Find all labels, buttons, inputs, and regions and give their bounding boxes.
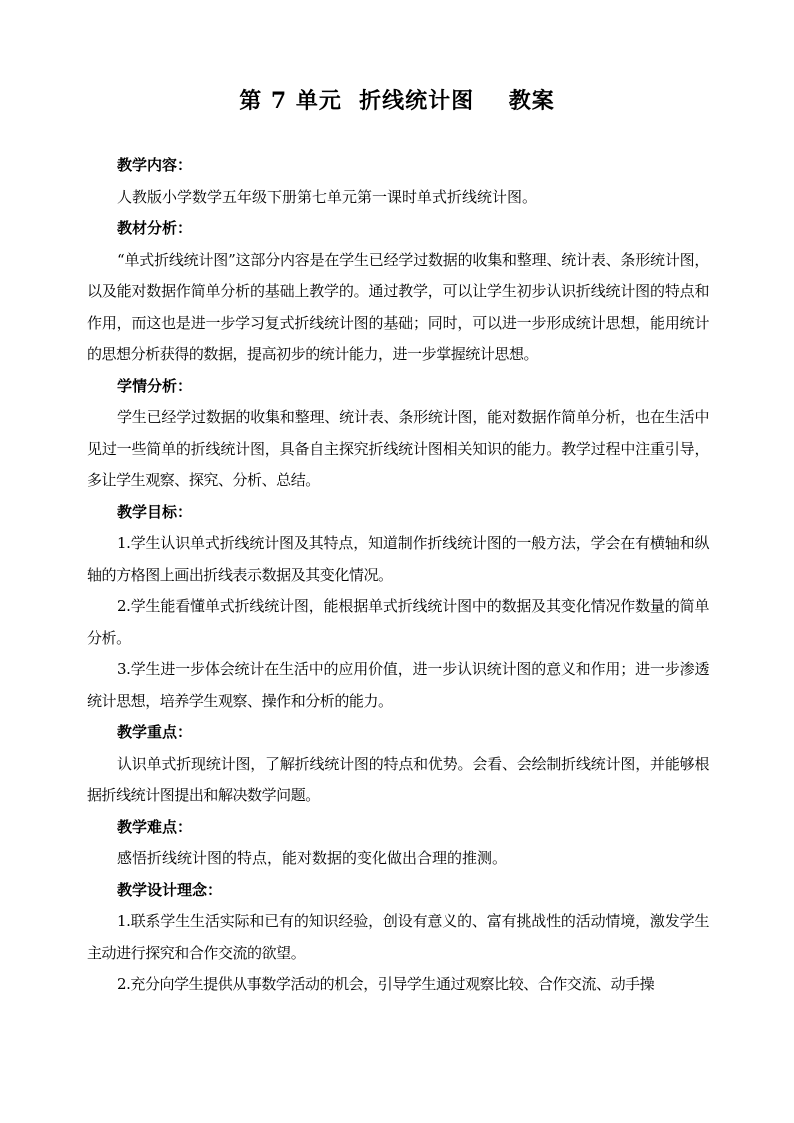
concept-item: 1.联系学生生活实际和已有的知识经验，创设有意义的、富有挑战性的活动情境，激发学生主动进行探究和合作交流的欲望。 [87, 912, 709, 962]
section-heading: 学情分析： [117, 376, 193, 395]
section-paragraph: 认识单式折现统计图，了解折线统计图的特点和优势。会看、会绘制折线统计图，并能够根据折线统计图提出和解决数学问题。 [87, 754, 709, 804]
objective-item: 1.学生认识单式折线统计图及其特点，知道制作折线统计图的一般方法，学会在有横轴和纵轴的方格图上画出折线表示数据及其变化情况。 [87, 534, 709, 584]
section-paragraph: 学生已经学过数据的收集和整理、统计表、条形统计图，能对数据作简单分析，也在生活中见过一些简单的折线统计图，具备自主探究折线统计图相关知识的能力。教学过程中注重引导，多让学生观察、探究、分析、总结。 [87, 408, 709, 489]
section-heading: 教学目标： [117, 502, 193, 521]
objective-item: 2.学生能看懂单式折线统计图，能根据单式折线统计图中的数据及其变化情况作数量的简单分析。 [87, 597, 709, 647]
section-heading: 教学内容： [117, 156, 193, 174]
section-key-points [87, 717, 709, 812]
section-paragraph: “单式折线统计图”这部分内容是在学生已经学过数据的收集和整理、统计表、条形统计图，以及能对数据作简单分析的基础上教学的。通过教学，可以让学生初步认识折线统计图的特点和作用，而这也是进一步学习复式折线统计图的基础；同时，可以进一步形成统计思想，能用统计的思想分析获得的数据，提高初步的统计能力，进一步掌握统计思想。 [87, 250, 709, 363]
concept-item: 2.充分向学生提供从事数学活动的机会，引导学生通过观察比较、合作交流、动手操 [117, 975, 655, 993]
document-title: 第 7 单元 折线统计图 教案 [239, 88, 555, 114]
document-body [87, 150, 709, 1001]
section-heading: 教学设计理念： [117, 880, 223, 899]
section-heading: 教学重点： [117, 723, 193, 741]
objective-item: 3.学生进一步体会统计在生活中的应用价值，进一步认识统计图的意义和作用；进一步渗透统计思想，培养学生观察、操作和分析的能力。 [87, 660, 709, 710]
section-heading: 教材分析： [117, 219, 193, 237]
section-paragraph: 人教版小学数学五年级下册第七单元第一课时单式折线统计图。 [117, 187, 538, 206]
section-teaching-content [87, 150, 709, 213]
section-paragraph: 感悟折线统计图的特点，能对数据的变化做出合理的推测。 [117, 849, 508, 867]
section-textbook-analysis [87, 213, 709, 371]
section-student-analysis [87, 371, 709, 497]
section-difficulties [87, 812, 709, 875]
section-heading: 教学难点： [117, 817, 193, 836]
section-teaching-objectives [87, 497, 709, 718]
section-design-concept [87, 875, 709, 1001]
